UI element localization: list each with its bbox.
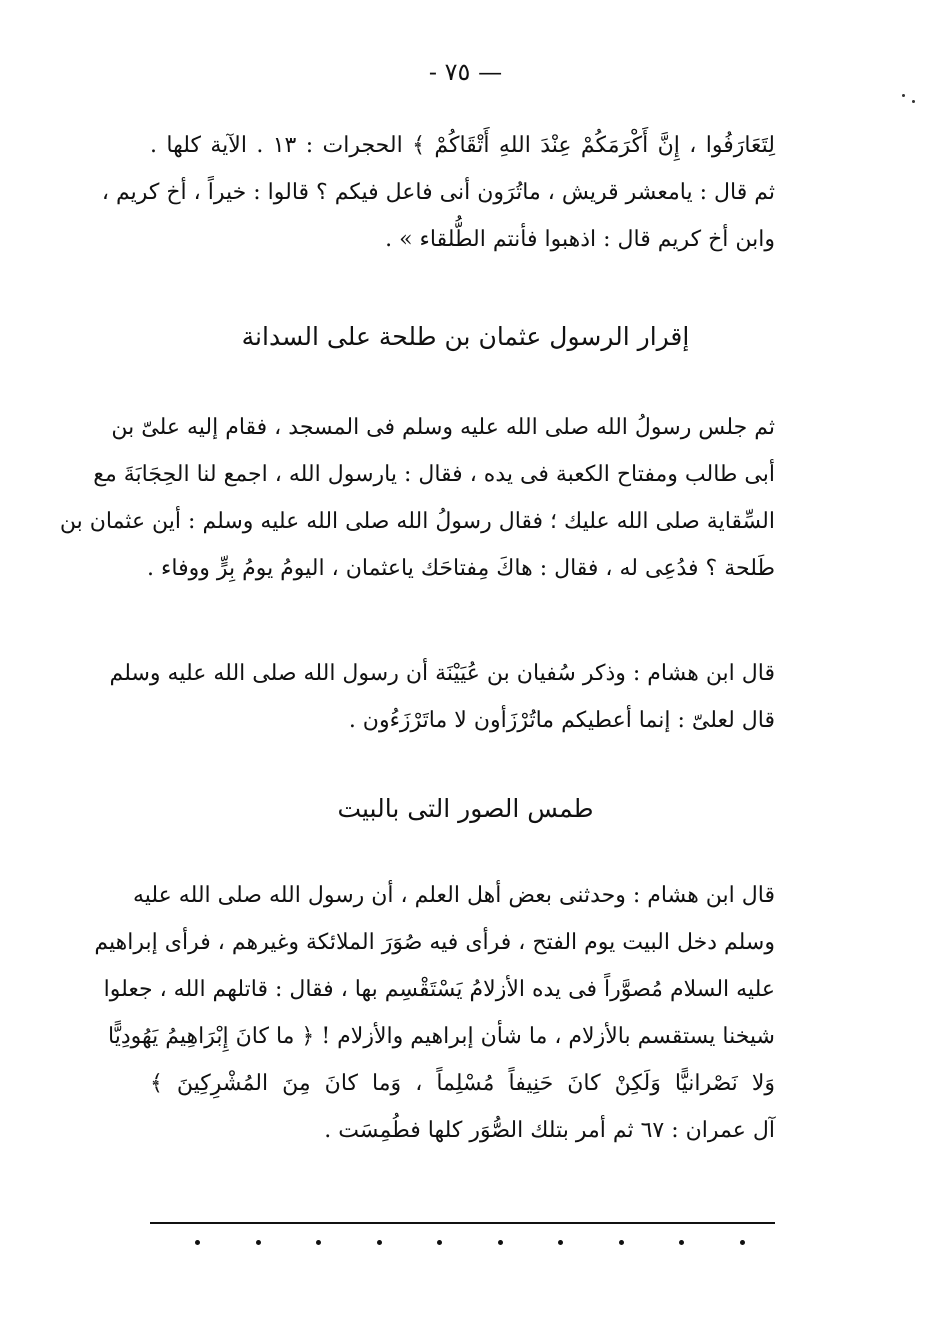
text-line: قال ابن هشام : وحدثنى بعض أهل العلم ، أن رسول الله صلى الله عليه	[132, 883, 775, 908]
dot-ornament	[619, 1240, 624, 1245]
text-line: وسلم دخل البيت يوم الفتح ، فرأى فيه صُوَرَ الملائكة وغيرهم ، فرأى إبراهيم	[94, 930, 775, 955]
section-heading: طمس الصور التى بالبيت	[337, 794, 594, 823]
dot-ornament	[377, 1240, 382, 1245]
text-line: وَلا نَصْرانيًّا وَلَكِنْ كانَ حَنِيفاً مُسْلِماً ، وَما كانَ مِنَ المُشْرِكِينَ ﴾	[150, 1071, 775, 1096]
text-line: قال لعلىّ : إنما أعطيكم ماتُرْزَأون لا ماتَرْزَءُون .	[348, 708, 775, 733]
text-line: لِتَعَارَفُوا ، إِنَّ أَكْرَمَكُمْ عِنْدَ اللهِ أَتْقَاكُمْ ﴾ الحجرات : ١٣ . الآية كلها .	[150, 133, 775, 158]
footer-dots	[195, 1240, 745, 1245]
text-line: قال ابن هشام : وذكر سُفيان بن عُيَيْنَة أن رسول الله صلى الله عليه وسلم	[109, 661, 775, 686]
section-heading: إقرار الرسول عثمان بن طلحة على السدانة	[241, 322, 690, 351]
section1-paragraph-2	[109, 650, 775, 744]
dot-ornament	[256, 1240, 261, 1245]
section1-paragraph	[59, 404, 775, 592]
text-line: آل عمران : ٦٧ ثم أمر بتلك الصُّوَر كلها فطُمِسَت .	[324, 1118, 775, 1143]
text-line: السِّقاية صلى الله عليك ؛ فقال رسولُ الله صلى الله عليه وسلم : أين عثمان بن	[59, 509, 775, 534]
dot-ornament	[740, 1240, 745, 1245]
scan-specks	[900, 92, 920, 106]
page-number: — ٧٥ -	[428, 58, 503, 86]
dot-ornament	[558, 1240, 563, 1245]
section2-paragraph	[94, 872, 775, 1154]
text-line: ثم جلس رسولُ الله صلى الله عليه وسلم فى المسجد ، فقام إليه علىّ بن	[111, 415, 775, 440]
text-line: عليه السلام مُصوَّراً فى يده الأزلامُ يَسْتَقْسِم بها ، فقال : قاتلهم الله ، جعلوا	[103, 977, 775, 1002]
dot-ornament	[498, 1240, 503, 1245]
text-line: طَلحة ؟ فدُعِى له ، فقال : هاكَ مِفتاحَك ياعثمان ، اليومُ يومُ بِرٍّ ووفاء .	[147, 556, 775, 581]
dot-ornament	[316, 1240, 321, 1245]
text-line: ثم قال : يامعشر قريش ، ماتُرَون أنى فاعل فيكم ؟ قالوا : خيراً ، أخ كريم ،	[101, 180, 775, 205]
dot-ornament	[195, 1240, 200, 1245]
text-line: أبى طالب ومفتاح الكعبة فى يده ، فقال : يارسول الله ، اجمع لنا الحِجَابَةَ مع	[93, 462, 775, 487]
text-line: وابن أخ كريم قال : اذهبوا فأنتم الطُّلقاء » .	[385, 227, 775, 252]
dot-ornament	[679, 1240, 684, 1245]
dot-ornament	[437, 1240, 442, 1245]
intro-paragraph	[101, 122, 775, 263]
footer-divider	[150, 1222, 775, 1224]
text-line: شيخنا يستقسم بالأزلام ، ما شأن إبراهيم والأزلام ! ﴿ ما كانَ إِبْرَاهِيمُ يَهُودِيًّا	[108, 1024, 775, 1049]
